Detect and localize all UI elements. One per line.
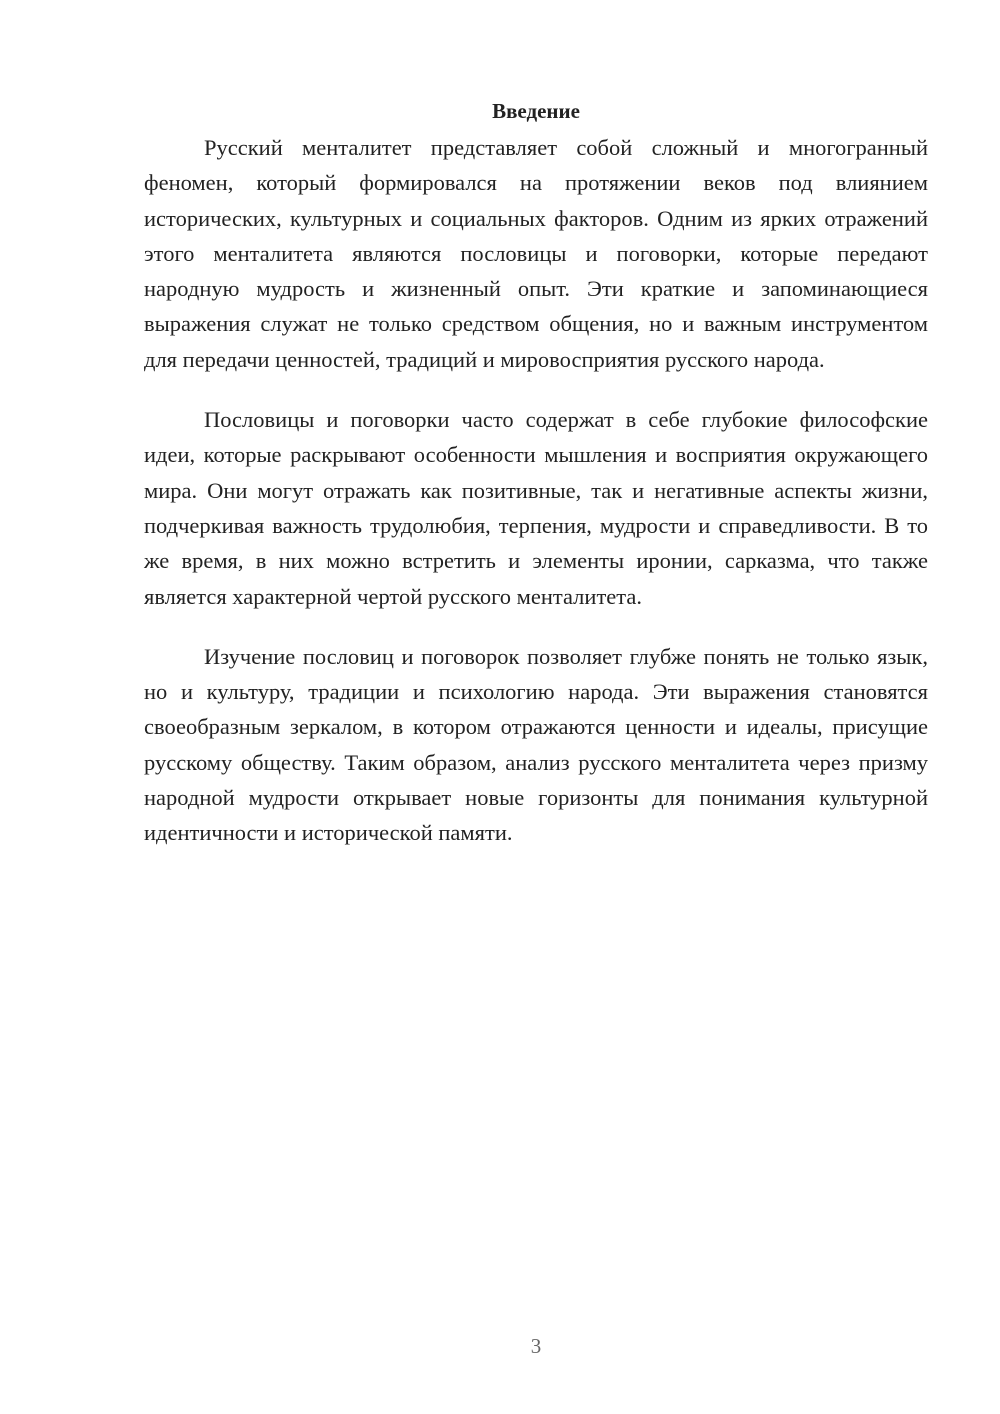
- paragraph-3: Изучение пословиц и поговорок позволяет глубже понять не только язык, но и культуру, традиции и психологию народа. Эти выражения становятся своеобразным зеркалом, в котором отражаются ценности и идеалы, присущие русскому обществу. Таким образом, анализ русского менталитета через призму народной мудрости открывает новые горизонты для понимания культурной идентичности и исторической памяти.: [144, 643, 928, 846]
- paragraph-2: Пословицы и поговорки часто содержат в себе глубокие философские идеи, которые раскрывают особенности мышления и восприятия окружающего мира. Они могут отражать как позитивные, так и негативные аспекты жизни, подчеркивая важность трудолюбия, терпения, мудрости и справедливости. В то же время, в них можно встретить и элементы иронии, сарказма, что также является характерной чертой русского менталитета.: [144, 407, 928, 609]
- paragraph-1: Русский менталитет представляет собой сложный и многогранный феномен, который формировался на протяжении веков под влиянием исторических, культурных и социальных факторов. Одним из ярких отражений этого менталитета являются пословицы и поговорки, которые передают народную мудрость и жизненный опыт. Эти краткие и запоминающиеся выражения служат не только средством общения, но и важным инструментом для передачи ценностей, традиций и мировосприятия русского народа.: [144, 135, 928, 372]
- section-title: Введение: [492, 99, 580, 123]
- page-content: [144, 96, 928, 876]
- page-number: 3: [530, 1334, 542, 1358]
